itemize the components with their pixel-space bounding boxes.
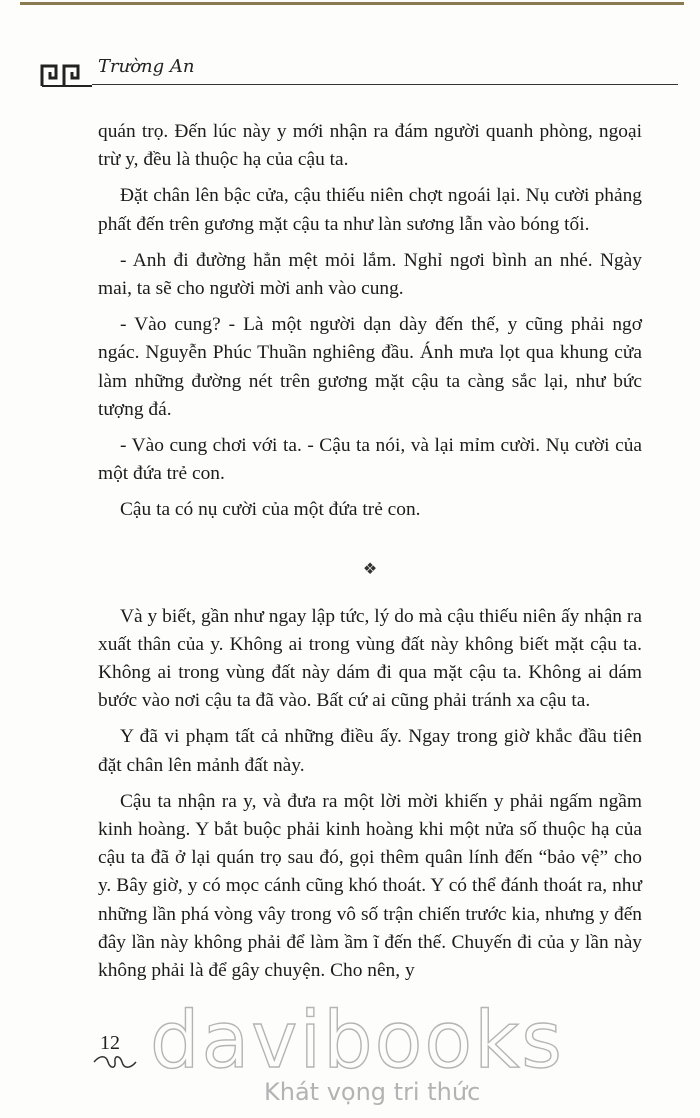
paragraph: - Vào cung? - Là một người dạn dày đến thế, y cũng phải ngơ ngác. Nguyễn Phúc Thuần nghiêng đầu. Ánh mưa lọt qua khung cửa làm những đường nét trên gương mặt cậu ta càng sắc lại, như bức tượng đá. (98, 314, 642, 420)
book-title: Trường An (98, 56, 195, 77)
running-header (40, 54, 640, 94)
top-border-rule (20, 2, 684, 5)
paragraph: Y đã vi phạm tất cả những điều ấy. Ngay trong giờ khắc đầu tiên đặt chân lên mảnh đất này. (98, 726, 642, 776)
paragraph: Cậu ta có nụ cười của một đứa trẻ con. (120, 499, 421, 521)
section-divider (98, 537, 642, 603)
body-text (98, 118, 642, 993)
paragraph: quán trọ. Đến lúc này y mới nhận ra đám người quanh phòng, ngoại trừ y, đều là thuộc hạ của cậu ta. (98, 121, 642, 171)
paragraph: - Anh đi đường hẳn mệt mỏi lắm. Nghỉ ngơi bình an nhé. Ngày mai, ta sẽ cho người mời anh vào cung. (98, 249, 642, 300)
footer-swirl-ornament-icon (92, 1055, 138, 1069)
paragraph: - Vào cung chơi với ta. - Cậu ta nói, và lại mỉm cười. Nụ cười của một đứa trẻ con. (98, 435, 642, 485)
watermark-slogan: Khát vọng tri thức (264, 1078, 481, 1106)
paragraph: Và y biết, gần như ngay lập tức, lý do mà cậu thiếu niên ấy nhận ra xuất thân của y. Không ai trong vùng đất này không biết mặt cậu ta. Không ai trong vùng đất này dám đi qua mặt cậu ta. Không ai dám bước vào nơi cậu ta đã vào. Bất cứ ai cũng phải tránh xa cậu ta. (98, 605, 642, 712)
page-number: 12 (100, 1032, 120, 1054)
floral-ornament-icon: ❖ (362, 560, 378, 578)
paragraph: Đặt chân lên bậc cửa, cậu thiếu niên chợt ngoái lại. Nụ cười phảng phất đến trên gương mặt cậu ta như làn sương lẫn vào bóng tối. (98, 185, 642, 235)
greek-key-ornament-icon (40, 62, 92, 88)
header-rule (92, 84, 678, 85)
paragraph: Cậu ta nhận ra y, và đưa ra một lời mời khiến y phải ngấm ngầm kinh hoàng. Y bắt buộc phải kinh hoàng khi một nửa số thuộc hạ của cậu ta đã ở lại quán trọ sau đó, gọi thêm quân lính đến “bảo vệ” cho y. Bây giờ, y có mọc cánh cũng khó thoát. Y có thể đánh thoát ra, như những lần phá vòng vây trong vô số trận chiến trước kia, nhưng y đến đây lần này không phải để làm ầm ĩ đến thế. Chuyến đi của y lần này không phải là để gây chuyện. Cho nên, y (98, 790, 642, 982)
watermark-brand: davibooks (150, 996, 564, 1086)
